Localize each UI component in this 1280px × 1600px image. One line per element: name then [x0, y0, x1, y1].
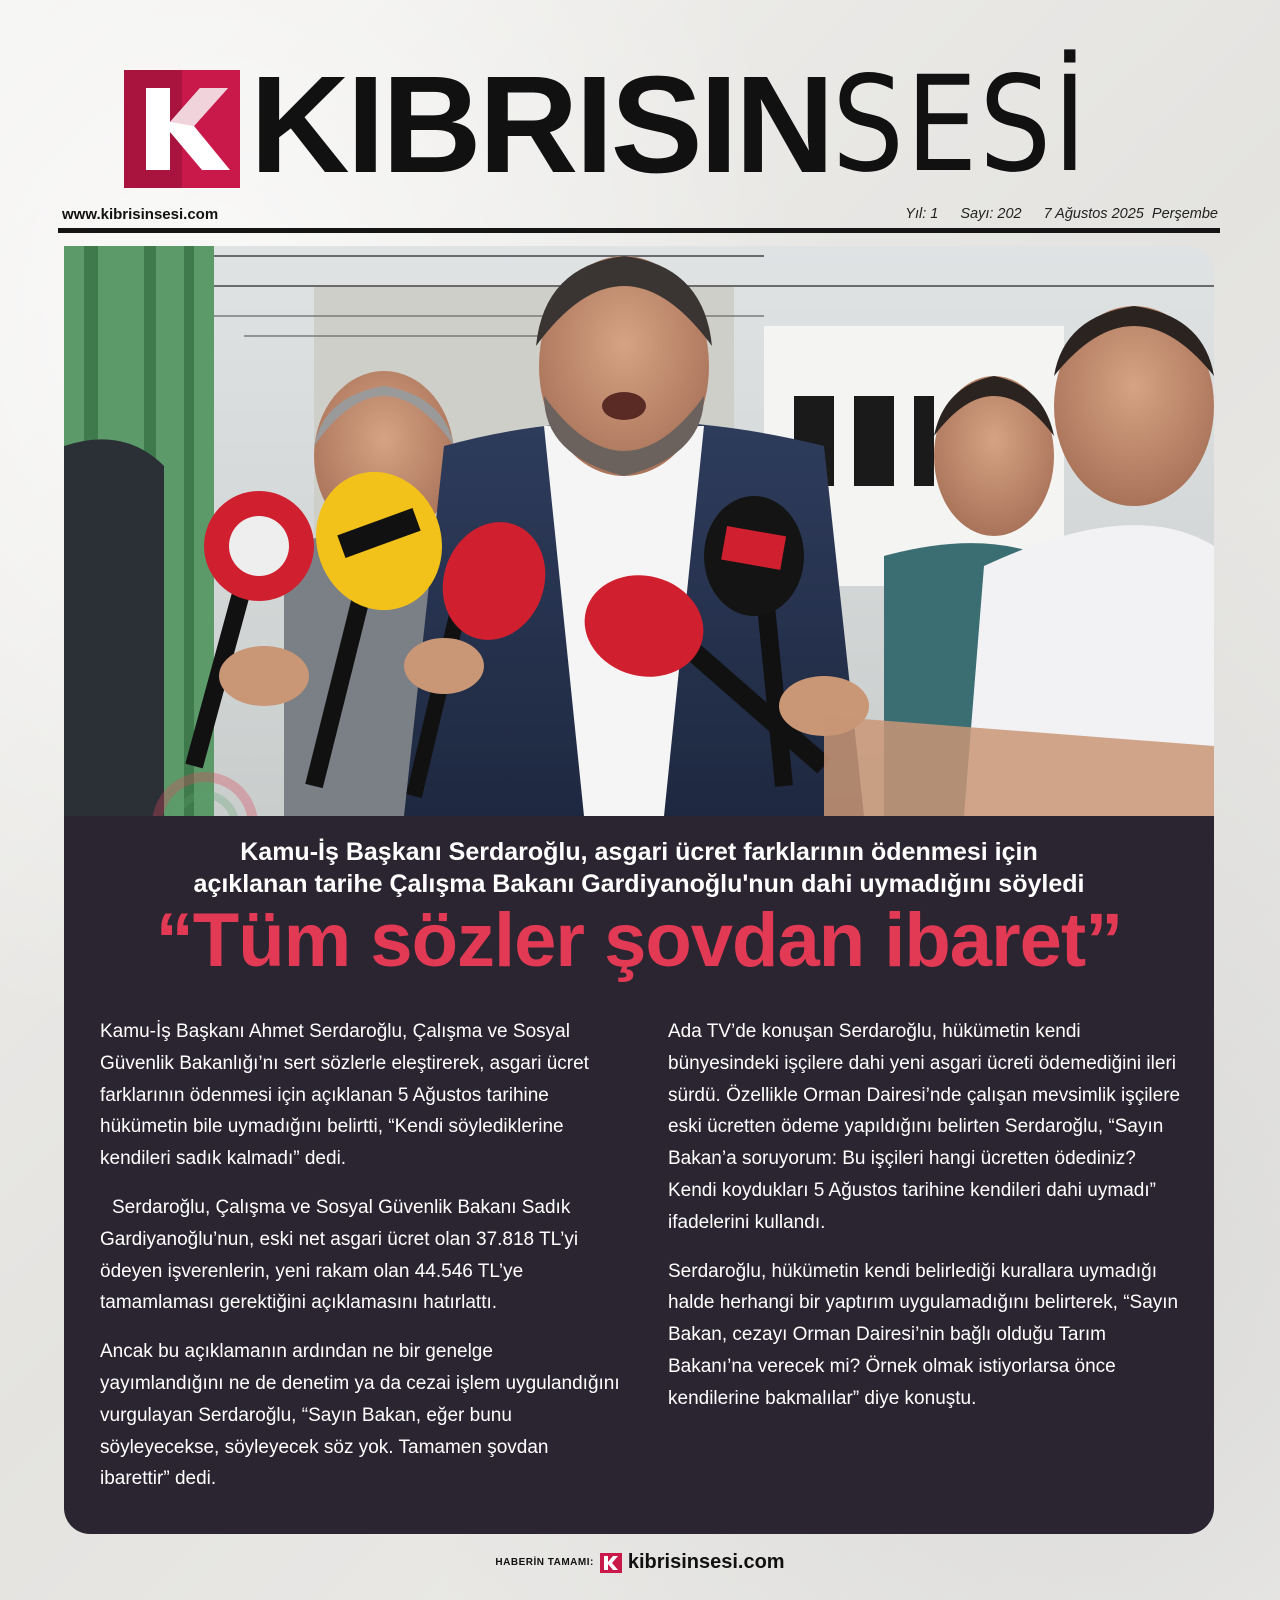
press-photo — [64, 246, 1214, 816]
article-kicker — [64, 816, 1214, 900]
article-column-left — [100, 1016, 620, 1512]
masthead-rule — [58, 228, 1220, 233]
masthead-name-bold: KIBRISIN — [250, 48, 832, 202]
press-photo-illustration — [64, 246, 1214, 816]
year-label: Yıl: 1 — [905, 206, 939, 222]
website-link[interactable]: www.kibrisinsesi.com — [62, 206, 219, 223]
footer-site-link[interactable]: kibrisinsesi.com — [627, 1551, 785, 1573]
paragraph: Serdaroğlu, Çalışma ve Sosyal Güvenlik Bakanı Sadık Gardiyanoğlu’nun, eski net asgari ücret olan 37.818 TL’yi ödeyen işverenlerin, yeni rakam olan 44.546 TL’ye tamamlaması gerektiğini açıklamasını hatırlattı. — [100, 1196, 579, 1314]
footer-label: HABERİN TAMAMI: — [495, 1557, 594, 1568]
issue-date: 7 Ağustos 2025 Perşembe — [1043, 206, 1218, 222]
kicker-line-1: Kamu-İş Başkanı Serdaroğlu, asgari ücret farklarının ödenmesi için — [240, 838, 1038, 866]
masthead-name-thin: SESİ — [831, 48, 1088, 202]
kicker-line-2: açıklanan tarihe Çalışma Bakanı Gardiyanoğlu'nun dahi uymadığını söyledi — [193, 870, 1085, 898]
article-panel — [64, 816, 1214, 1534]
paragraph: Kamu-İş Başkanı Ahmet Serdaroğlu, Çalışma ve Sosyal Güvenlik Bakanlığı’nı sert sözlerle eleştirerek, asgari ücret farklarının ödenmesi için açıklanan 5 Ağustos tarihine hükümetin bile uymadığını belirtti, “Kendi söylediklerine kendileri sadık kalmadı” dedi. — [100, 1021, 589, 1170]
k-logo-small-icon — [600, 1553, 622, 1573]
k-logo-icon — [124, 70, 240, 188]
paragraph: Serdaroğlu, hükümetin kendi belirlediği kurallara uymadığı halde herhangi bir yaptırım uygulamadığını belirterek, “Sayın Bakan, cezayı Orman Dairesi’nin bağlı olduğu Tarım Bakanı’na verecek mi? Örnek olmak istiyorlarsa önce kendilerine bakmalılar” diye konuştu. — [668, 1260, 1179, 1409]
issue-info — [905, 206, 1218, 222]
footer — [0, 1551, 1280, 1574]
article-headline: “Tüm sözler şovdan ibaret” — [155, 898, 1123, 983]
masthead-title — [250, 50, 1150, 200]
paragraph: Ancak bu açıklamanın ardından ne bir genelge yayımlandığını ne de denetim ya da cezai işlem uygulandığını vurgulayan Serdaroğlu, “Sayın Bakan, eğer bunu söyleyecekse, söyleyecek söz yok. Tamamen şovdan ibarettir” dedi. — [100, 1341, 620, 1490]
article-column-right — [668, 1016, 1188, 1432]
paragraph: Ada TV’de konuşan Serdaroğlu, hükümetin kendi bünyesindeki işçilere dahi yeni asgari ücreti ödemediğini ileri sürdü. Özellikle Orman Dairesi’nde çalışan mevsimlik işçilere eski ücretten ödeme yapıldığını belirten Serdaroğlu, “Sayın Bakan’a soruyorum: Bu işçileri hangi ücretten ödediniz? Kendi koydukları 5 Ağustos tarihine kendileri dahi uymadı” ifadelerini kullandı. — [668, 1021, 1181, 1233]
issue-number: Sayı: 202 — [960, 206, 1022, 222]
